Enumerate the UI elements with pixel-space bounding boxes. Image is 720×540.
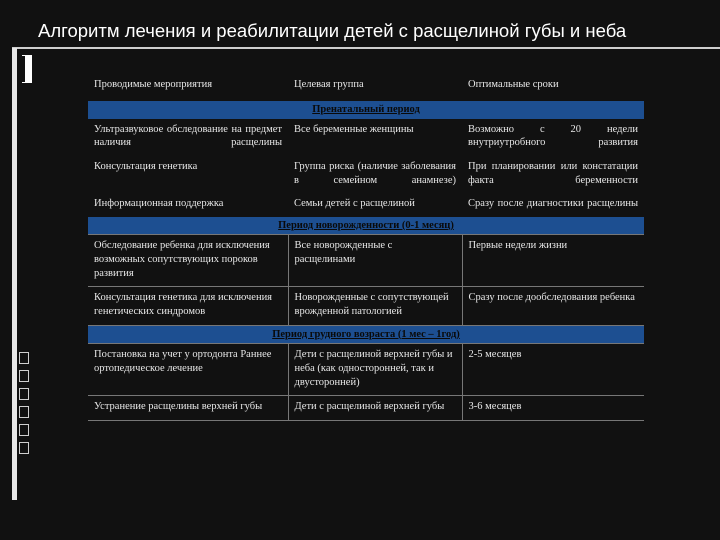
table-cell: Группа риска (наличие заболевания в семейном анамнезе) <box>294 160 456 186</box>
table-cell: Сразу после диагностики расщелины <box>468 198 638 210</box>
decorative-square <box>19 424 29 436</box>
decorative-square <box>19 406 29 418</box>
column-header: Проводимые мероприятия <box>94 79 213 90</box>
table-row <box>88 344 644 396</box>
table-cell: Сразу после дообследования ребенка <box>462 287 644 325</box>
table-header-row <box>88 68 644 101</box>
top-rule <box>12 47 720 49</box>
table-cell: Дети с расщелиной верхней губы <box>288 396 462 421</box>
table-cell: Возможно с 20 недели внутриутробного развития <box>468 123 638 149</box>
slide-title: Алгоритм лечения и реабилитации детей с расщелиной губы и неба <box>38 20 627 41</box>
table-row <box>88 396 644 421</box>
table-cell: 3-6 месяцев <box>462 396 644 421</box>
period-band <box>88 101 644 119</box>
period-band <box>88 217 644 235</box>
table-cell: При планировании или констатации факта беременности <box>468 160 638 186</box>
table-cell: Информационная поддержка <box>94 198 224 210</box>
table-cell: Ультразвуковое обследование на предмет наличия расщелины <box>94 123 282 149</box>
column-header: Оптимальные сроки <box>468 79 559 90</box>
table-cell: 2-5 месяцев <box>462 344 644 396</box>
period-label: Период новорожденности (0-1 месяц) <box>88 217 644 235</box>
period-label: Период грудного возраста (1 мес – 1год) <box>88 325 644 344</box>
table-row <box>88 193 644 217</box>
table-row <box>88 287 644 325</box>
table-cell: Дети с расщелиной верхней губы и неба (как односторонней, так и двусторонней) <box>288 344 462 396</box>
period-band <box>88 325 644 344</box>
table-cell: Семьи детей с расщелиной <box>294 198 415 210</box>
corner-decoration-gap <box>22 56 25 82</box>
table-cell: Постановка на учет у ортодонта Раннее ортопедическое лечение <box>88 344 288 396</box>
table-cell: Консультация генетика <box>94 160 198 172</box>
table-cell: Обследование ребенка для исключения возможных сопутствующих пороков развития <box>88 235 288 287</box>
decorative-square <box>19 388 29 400</box>
table-cell: Консультация генетика для исключения генетических синдромов <box>88 287 288 325</box>
left-rule <box>12 48 17 500</box>
decorative-square <box>19 370 29 382</box>
table-cell: Все беременные женщины <box>294 123 414 135</box>
table-row <box>88 235 644 287</box>
table-cell: Новорожденные с сопутствующей врожденной патологией <box>288 287 462 325</box>
table-row <box>88 156 644 193</box>
table-cell: Устранение расщелины верхней губы <box>88 396 288 421</box>
table-cell: Первые недели жизни <box>462 235 644 287</box>
decorative-square <box>19 442 29 454</box>
treatment-table <box>88 68 644 421</box>
table-cell: Все новорожденные с расщелинами <box>288 235 462 287</box>
decorative-square <box>19 352 29 364</box>
period-label: Пренатальный период <box>88 101 644 119</box>
table-row <box>88 119 644 156</box>
column-header: Целевая группа <box>294 79 364 90</box>
